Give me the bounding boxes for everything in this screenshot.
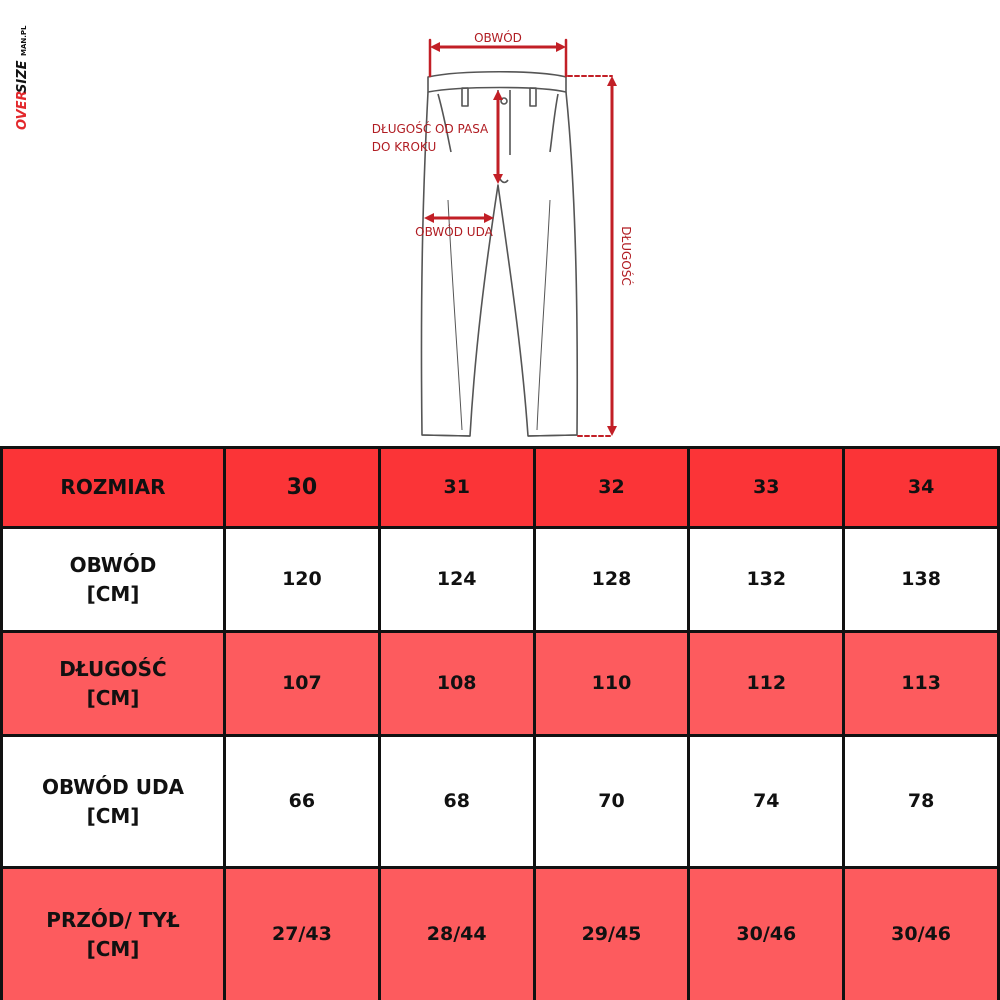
table-cell: 128 <box>534 528 689 632</box>
size-table <box>0 446 1000 1000</box>
table-cell: 66 <box>225 736 380 868</box>
table-cell: 28/44 <box>379 868 534 1000</box>
logo-text-over: OVER <box>15 90 30 130</box>
size-34: 34 <box>844 448 999 528</box>
row-unit: [CM] <box>86 936 140 961</box>
brand-logo <box>2 18 46 130</box>
row-unit: [CM] <box>86 685 140 710</box>
trousers-outline-icon <box>340 20 670 445</box>
table-cell: 124 <box>379 528 534 632</box>
table-row <box>2 736 999 868</box>
table-cell: 78 <box>844 736 999 868</box>
row-unit: [CM] <box>86 581 140 606</box>
table-cell: 113 <box>844 632 999 736</box>
row-label: DŁUGOŚĆ <box>59 656 167 681</box>
size-32: 32 <box>534 448 689 528</box>
thigh-label: OBWÓD UDA <box>415 225 493 239</box>
row-label-front-back <box>2 868 225 1000</box>
table-cell: 108 <box>379 632 534 736</box>
table-cell: 74 <box>689 736 844 868</box>
size-30: 30 <box>225 448 380 528</box>
trousers-diagram <box>340 20 670 445</box>
table-cell: 138 <box>844 528 999 632</box>
size-31: 31 <box>379 448 534 528</box>
row-label-waist <box>2 528 225 632</box>
row-label: OBWÓD UDA <box>41 774 185 799</box>
table-cell: 29/45 <box>534 868 689 1000</box>
size-33: 33 <box>689 448 844 528</box>
length-label: DŁUGOŚĆ <box>619 226 633 286</box>
logo-text-size: SIZE <box>15 60 30 93</box>
table-row <box>2 632 999 736</box>
rise-label-line2: DO KROKU <box>371 140 437 154</box>
table-cell: 120 <box>225 528 380 632</box>
table-cell: 70 <box>534 736 689 868</box>
table-cell: 110 <box>534 632 689 736</box>
table-cell: 132 <box>689 528 844 632</box>
table-cell: 27/43 <box>225 868 380 1000</box>
row-label: PRZÓD/ TYŁ <box>46 907 180 932</box>
header-label: ROZMIAR <box>2 448 225 528</box>
row-label-thigh <box>2 736 225 868</box>
table-cell: 68 <box>379 736 534 868</box>
table-header-row <box>2 448 999 528</box>
row-label: OBWÓD <box>69 552 157 577</box>
table-cell: 107 <box>225 632 380 736</box>
row-unit: [CM] <box>86 803 140 828</box>
table-cell: 112 <box>689 632 844 736</box>
table-row <box>2 868 999 1000</box>
table-cell: 30/46 <box>689 868 844 1000</box>
rise-label-line1: DŁUGOŚĆ OD PASA <box>371 122 489 136</box>
waist-label: OBWÓD <box>474 31 522 45</box>
logo-text-domain: MAN.PL <box>20 25 28 56</box>
table-cell: 30/46 <box>844 868 999 1000</box>
row-label-length <box>2 632 225 736</box>
table-row <box>2 528 999 632</box>
